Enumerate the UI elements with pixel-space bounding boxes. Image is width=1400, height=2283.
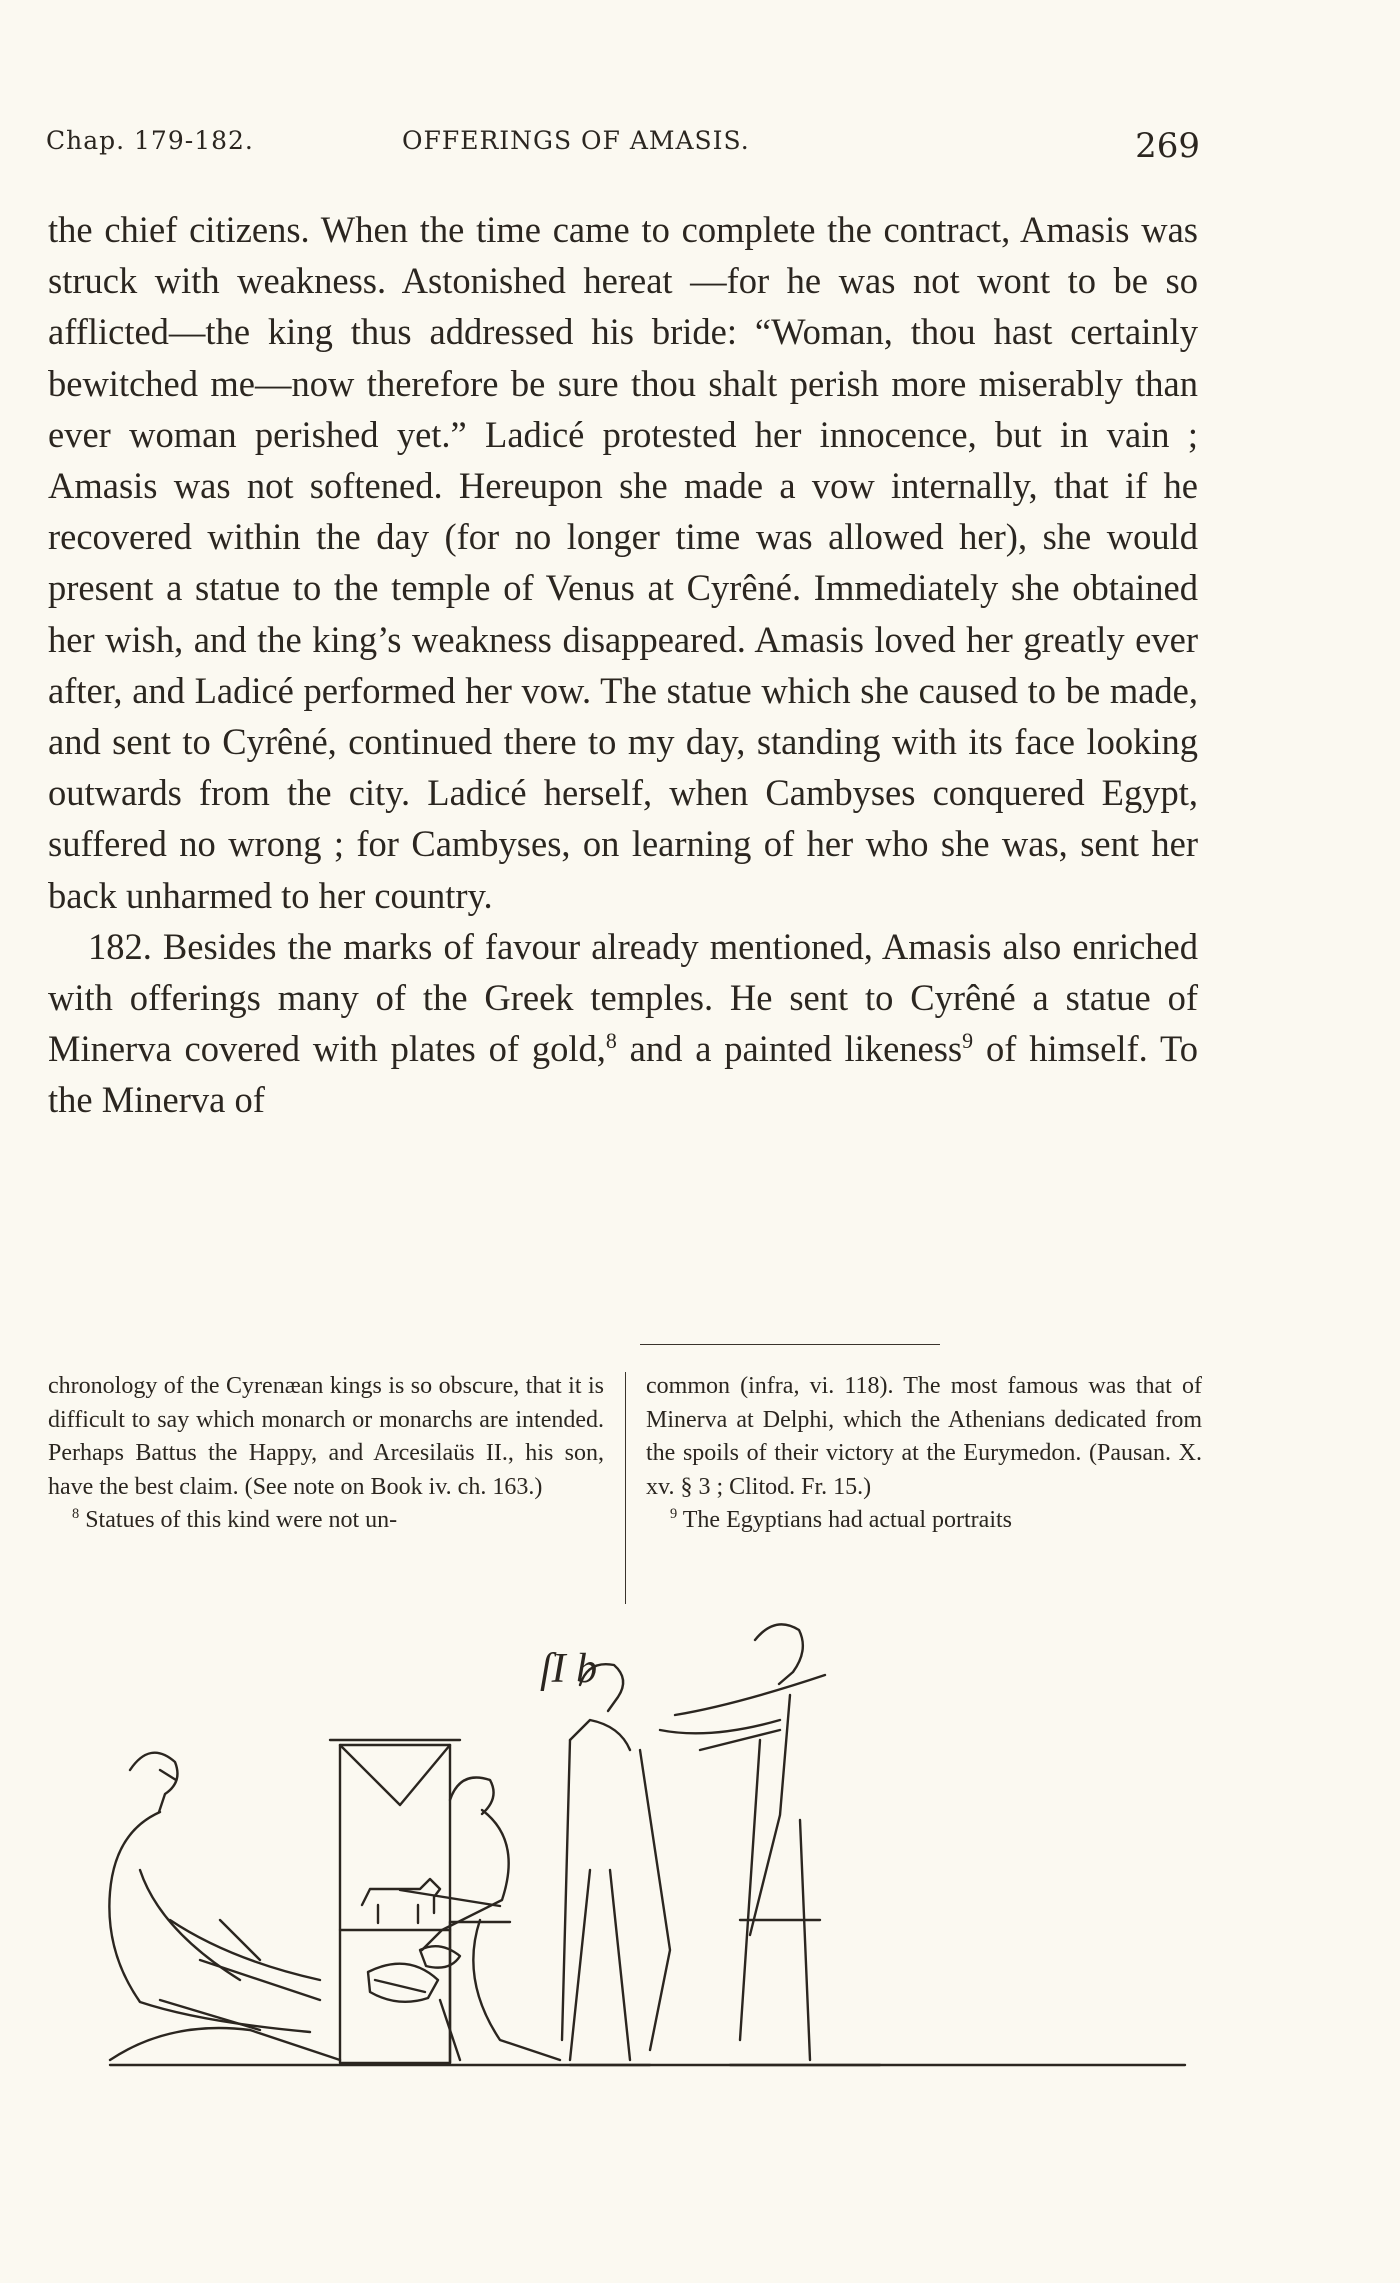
footnote-ref-9[interactable]: 9 xyxy=(962,1028,974,1054)
footnote-rule xyxy=(640,1344,940,1345)
paragraph-182 xyxy=(48,921,1198,1126)
footnote-ref-8[interactable]: 8 xyxy=(605,1028,617,1054)
figure-label: ſI b xyxy=(540,1646,598,1692)
paragraph-ladice: the chief citizens. When the time came to complete the contract, Amasis was struck with weakness. Astonished hereat —for he was not wont to be so afflicted—the king thus addressed his bride: “Woman, thou hast certainly bewitched me—now therefore be sure thou shalt perish more miserably than ever woman perished yet.” Ladicé protested her innocence, but in vain ; Amasis was not softened. Hereupon she made a vow internally, that if he recovered within the day (for no longer time was allowed her), she would present a statue to the temple of Venus at Cyrêné. Immediately she obtained her wish, and the king’s weakness disappeared. Amasis loved her greatly ever after, and Ladicé performed her vow. The statue which she caused to be made, and sent to Cyrêné, continued there to my day, standing with its face looking outwards from the city. Ladicé herself, when Cambyses conquered Egypt, suffered no wrong ; for Cambyses, on learning of her who she was, sent her back unharmed to her country. xyxy=(48,209,1198,916)
page-number: 269 xyxy=(1135,126,1200,166)
paragraph-182-text-b: and a painted likeness xyxy=(616,1028,963,1070)
footnote-8-text: Statues of this kind were not un- xyxy=(79,1507,398,1534)
footnote-continued-right: common (infra, vi. 118). The most famous was that of Minerva at Delphi, which the Athenians dedicated from the spoils of their victory at the Eurymedon. (Pausan. X. xv. § 3 ; Clitod. Fr. 15.) xyxy=(646,1373,1202,1500)
egyptian-offering-illustration xyxy=(100,1620,1200,2080)
offering-scene-drawing xyxy=(100,1620,1200,2080)
footnote-8-marker: 8 xyxy=(72,1506,80,1523)
footnotes xyxy=(48,1370,1202,1610)
kneeling-figure-left xyxy=(109,1753,340,2060)
footnote-column-left xyxy=(48,1370,604,1538)
footnote-8 xyxy=(48,1504,604,1538)
standing-figure-left xyxy=(562,1664,670,2065)
shrine-structure xyxy=(330,1740,510,2063)
footnote-9-marker: 9 xyxy=(670,1506,678,1523)
running-title: OFFERINGS OF AMASIS. xyxy=(402,126,750,155)
paragraph-182-text-c: of himself. To the Minerva of xyxy=(48,1028,1198,1121)
footnote-continued-left: chronology of the Cyrenæan kings is so obscure, that it is difficult to say which monarch or monarchs are intended. Perhaps Battus the Happy, and Arcesilaüs II., his son, have the best claim. (See note on Book iv. ch. 163.) xyxy=(48,1373,604,1500)
standing-figure-right xyxy=(660,1624,880,2065)
footnote-column-divider xyxy=(625,1372,626,1604)
running-head xyxy=(46,126,1200,166)
footnote-9-text: The Egyptians had actual portraits xyxy=(677,1507,1012,1534)
kneeling-figure-center xyxy=(400,1778,560,2061)
paragraph-182-text-a: 182. Besides the marks of favour already mentioned, Amasis also enriched with offerings many of the Greek temples. He sent to Cyrêné a statue of Minerva covered with plates of gold, xyxy=(48,925,1198,1070)
footnote-9 xyxy=(646,1504,1202,1538)
footnote-column-right xyxy=(646,1370,1202,1538)
main-text xyxy=(48,204,1198,1126)
chapter-reference: Chap. 179-182. xyxy=(46,126,254,155)
